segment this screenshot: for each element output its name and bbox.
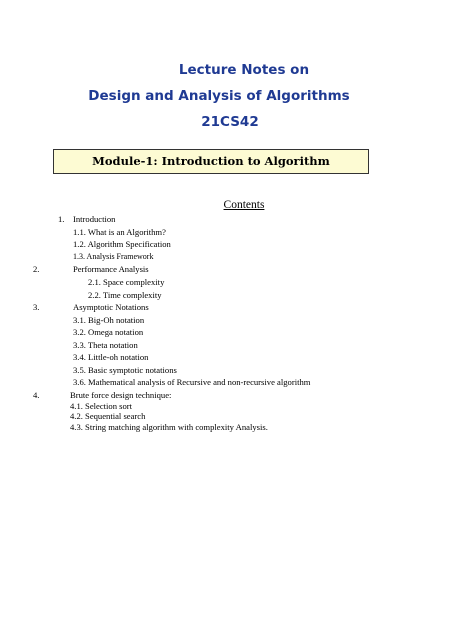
section-1-number: 1. [58,214,65,224]
toc-item-3-6: 3.6. Mathematical analysis of Recursive and non-recursive algorithm [73,377,311,387]
module-title: Module-1: Introduction to Algorithm [92,154,330,168]
toc-item-4-3: 4.3. String matching algorithm with complexity Analysis. [70,422,268,432]
toc-item-2-1: 2.1. Space complexity [88,277,165,287]
toc-item-3-1: 3.1. Big-Oh notation [73,315,145,325]
toc-item-3-3: 3.3. Theta notation [73,340,138,350]
toc-item-4-1: 4.1. Selection sort [70,401,133,411]
toc-item-1-3: 1.3. Analysis Framework [73,252,154,261]
contents-heading: Contents [223,199,265,211]
section-2-label: Performance Analysis [73,264,149,274]
course-code: 21CS42 [201,114,259,130]
section-4-number: 4. [33,390,40,400]
course-name: Design and Analysis of Algorithms [88,88,350,104]
section-3-number: 3. [33,302,40,312]
toc-item-4-2: 4.2. Sequential search [70,411,146,421]
section-4-label: Brute force design technique: [70,390,172,400]
module-title-box [53,149,369,174]
toc-item-3-2: 3.2. Omega notation [73,327,144,337]
toc-item-3-5: 3.5. Basic symptotic notations [73,365,177,375]
section-3-label: Asymptotic Notations [73,302,149,312]
section-1-label: Introduction [73,214,116,224]
toc-item-2-2: 2.2. Time complexity [88,290,162,300]
toc-item-1-2: 1.2. Algorithm Specification [73,239,171,249]
toc-item-3-4: 3.4. Little-oh notation [73,352,149,362]
section-2-number: 2. [33,264,40,274]
document-title: Lecture Notes on [178,62,310,78]
toc-item-1-1: 1.1. What is an Algorithm? [73,227,166,237]
